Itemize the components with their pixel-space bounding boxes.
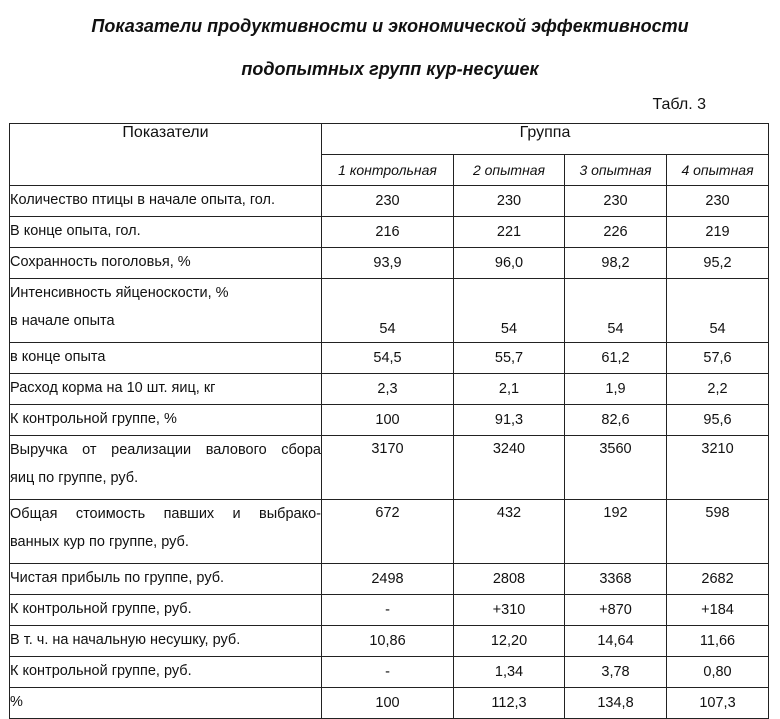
- cell-group-3: 82,6: [565, 405, 667, 436]
- document-subtitle: подопытных групп кур-несушек: [241, 59, 539, 79]
- cell-group-1: -: [322, 657, 454, 688]
- row-label-line: ванных кур по группе, руб.: [10, 534, 189, 550]
- cell-group-1: 672: [322, 500, 454, 564]
- cell-group-2: 2808: [454, 564, 565, 595]
- row-label-line: %: [10, 694, 23, 710]
- table-row: [10, 626, 769, 657]
- row-label-line: В т. ч. на начальную несушку, руб.: [10, 632, 241, 648]
- table-row: [10, 405, 769, 436]
- cell-group-4: 95,6: [667, 405, 769, 436]
- header-group-1: 1 контрольная: [322, 155, 454, 186]
- row-label: [10, 279, 322, 343]
- row-label: [10, 405, 322, 436]
- cell-group-4: 107,3: [667, 688, 769, 719]
- cell-group-4: 598: [667, 500, 769, 564]
- cell-group-2: 1,34: [454, 657, 565, 688]
- row-label: [10, 595, 322, 626]
- cell-group-3: 61,2: [565, 343, 667, 374]
- document-title: Показатели продуктивности и экономической эффективности: [91, 16, 689, 36]
- table-row: [10, 248, 769, 279]
- cell-group-4: 2,2: [667, 374, 769, 405]
- row-label-line: К контрольной группе, руб.: [10, 601, 192, 617]
- cell-group-1: 230: [322, 186, 454, 217]
- row-label-line: Интенсивность яйценоскости, %: [10, 285, 229, 301]
- row-label-line: Общая стоимость павших и выбрако-: [10, 506, 321, 522]
- header-group-3: 3 опытная: [565, 155, 667, 186]
- table-label: Табл. 3: [652, 96, 706, 113]
- cell-group-4: 57,6: [667, 343, 769, 374]
- cell-group-1: 100: [322, 688, 454, 719]
- table-row: [10, 186, 769, 217]
- cell-group-3: 3368: [565, 564, 667, 595]
- row-label: [10, 564, 322, 595]
- cell-group-3: 3,78: [565, 657, 667, 688]
- row-label-line: Количество птицы в начале опыта, гол.: [10, 192, 276, 208]
- row-label-line: К контрольной группе, %: [10, 411, 177, 427]
- table-row: [10, 564, 769, 595]
- row-label-line: В конце опыта, гол.: [10, 223, 141, 239]
- cell-group-1: -: [322, 595, 454, 626]
- cell-group-2: 55,7: [454, 343, 565, 374]
- cell-group-2: 221: [454, 217, 565, 248]
- row-label-line: в конце опыта: [10, 349, 106, 365]
- cell-group-2: 230: [454, 186, 565, 217]
- cell-group-3: 134,8: [565, 688, 667, 719]
- table-row: [10, 500, 769, 564]
- table-body: [10, 186, 769, 719]
- cell-group-4: 219: [667, 217, 769, 248]
- cell-group-1: 93,9: [322, 248, 454, 279]
- cell-group-1: 100: [322, 405, 454, 436]
- row-label-line: К контрольной группе, руб.: [10, 663, 192, 679]
- row-label: [10, 688, 322, 719]
- cell-group-2: 112,3: [454, 688, 565, 719]
- cell-group-2: 12,20: [454, 626, 565, 657]
- cell-group-4: 11,66: [667, 626, 769, 657]
- cell-group-1: 2498: [322, 564, 454, 595]
- cell-group-3: 192: [565, 500, 667, 564]
- row-label: [10, 186, 322, 217]
- cell-group-4: 0,80: [667, 657, 769, 688]
- cell-group-3: 98,2: [565, 248, 667, 279]
- cell-group-3: 14,64: [565, 626, 667, 657]
- row-label: [10, 436, 322, 500]
- row-label-line: Чистая прибыль по группе, руб.: [10, 570, 225, 586]
- cell-group-1: 54: [322, 279, 454, 343]
- cell-group-2: 91,3: [454, 405, 565, 436]
- cell-group-3: 1,9: [565, 374, 667, 405]
- row-label: [10, 626, 322, 657]
- cell-group-1: 10,86: [322, 626, 454, 657]
- row-label-line: Выручка от реализации валового сбора: [10, 442, 321, 458]
- cell-group-4: 3210: [667, 436, 769, 500]
- row-label: [10, 248, 322, 279]
- cell-group-2: 2,1: [454, 374, 565, 405]
- table-row: [10, 436, 769, 500]
- cell-group-4: +184: [667, 595, 769, 626]
- cell-group-1: 216: [322, 217, 454, 248]
- row-label: [10, 217, 322, 248]
- table-row: [10, 279, 769, 343]
- cell-group-4: 54: [667, 279, 769, 343]
- cell-group-4: 230: [667, 186, 769, 217]
- table-row: [10, 217, 769, 248]
- cell-group-4: 2682: [667, 564, 769, 595]
- row-label-line: Расход корма на 10 шт. яиц, кг: [10, 380, 216, 396]
- cell-group-1: 54,5: [322, 343, 454, 374]
- row-label: [10, 343, 322, 374]
- cell-group-2: +310: [454, 595, 565, 626]
- cell-group-2: 3240: [454, 436, 565, 500]
- cell-group-3: +870: [565, 595, 667, 626]
- cell-group-1: 3170: [322, 436, 454, 500]
- header-indicators: Показатели: [10, 124, 322, 186]
- cell-group-2: 54: [454, 279, 565, 343]
- cell-group-1: 2,3: [322, 374, 454, 405]
- row-label-line: яиц по группе, руб.: [10, 470, 139, 486]
- header-group: Группа: [322, 124, 769, 155]
- table-row: [10, 657, 769, 688]
- header-group-4: 4 опытная: [667, 155, 769, 186]
- table-row: [10, 688, 769, 719]
- cell-group-3: 230: [565, 186, 667, 217]
- row-label: [10, 374, 322, 405]
- table-row: [10, 343, 769, 374]
- table-row: [10, 595, 769, 626]
- header-group-2: 2 опытная: [454, 155, 565, 186]
- cell-group-3: 3560: [565, 436, 667, 500]
- row-label: [10, 657, 322, 688]
- table-row: [10, 374, 769, 405]
- data-table: [9, 123, 769, 719]
- cell-group-2: 96,0: [454, 248, 565, 279]
- cell-group-3: 54: [565, 279, 667, 343]
- row-label: [10, 500, 322, 564]
- row-label-line: в начале опыта: [10, 313, 115, 329]
- cell-group-2: 432: [454, 500, 565, 564]
- cell-group-3: 226: [565, 217, 667, 248]
- cell-group-4: 95,2: [667, 248, 769, 279]
- row-label-line: Сохранность поголовья, %: [10, 254, 191, 270]
